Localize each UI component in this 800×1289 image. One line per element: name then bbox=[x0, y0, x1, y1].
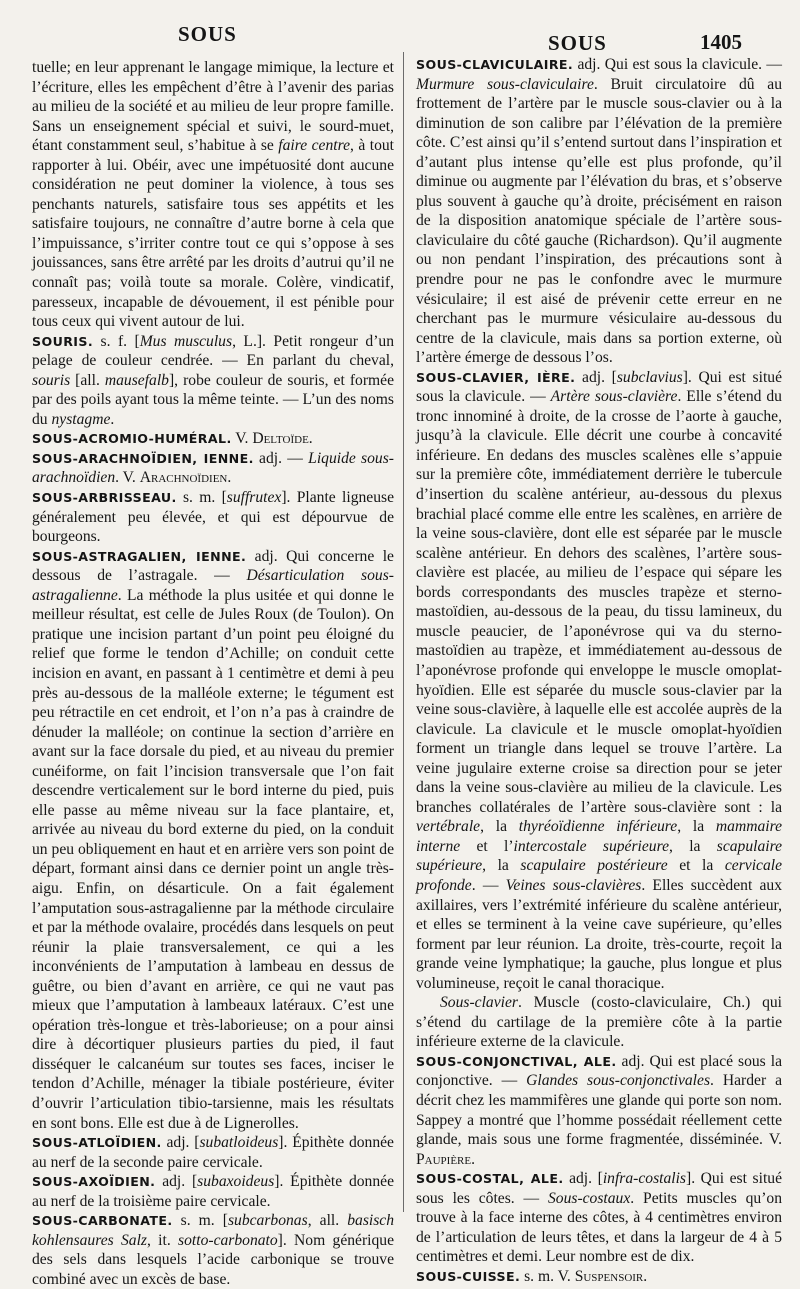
dictionary-entry bbox=[32, 332, 394, 430]
entry-headword: SOUS-ARACHNOÏDIEN, IENNE. bbox=[32, 450, 254, 466]
entry-headword: SOUS-CARBONATE. bbox=[32, 1213, 173, 1229]
entry-definition: adj. [subclavius]. Qui est situé sous la clavicule. — Artère sous-clavière. Elle s’étend du tronc innominé à droite, de la crosse de l’aorte à gauche, jusqu’à la clavicule. Elle décrit une courbe à concavité inférieure. En dedans des muscles scalènes elle s’appuie sur la première côte, immédiatement derrière le tubercule d’insertion du scalène antérieur, au-dessous du plexus brachial placé comme elle entre les scalènes, en arrière de la veine sous-clavière, dont elle est séparée par le muscle scalène antérieur. En dehors des scalènes, l’artère sous-clavière est placée, au milieu de l’espace qui sépare les bords correspondants des muscles trapèze et sterno-mastoïdien, au-dessous de la peau, du tissu lamineux, du muscle peaucier, de l’aponévrose qui va du sterno-mastoïdien au trapèze, et immédiatement au-dessous de l’aponévrose profonde qui enveloppe le muscle omoplat-hyoïdien. Elle est séparée du muscle sous-clavier par la veine sous-clavière, à laquelle elle est accolée auprès de la clavicule. La clavicule et le muscle omoplat-hyoïdien forment un triangle dans lequel se trouve l’artère. La veine jugulaire externe croise sa direction pour se jeter dans la veine sous-clavière au milieu de la clavicule. Les branches collatérales de l’artère sous-clavière sont : la vertébrale, la thyréoïdienne inférieure, la mammaire interne et l’intercostale supérieure, la scapulaire supérieure, la scapulaire postérieure et la cervicale profonde. — Veines sous-clavières. Elles succèdent aux axillaires, vers l’extrémité inférieure du scalène antérieur, et elles se terminent à la veine cave supérieure, qu’elles forment par leur réunion. La droite, très-courte, reçoit la grande veine lymphatique; la gauche, plus longue et plus volumineuse, reçoit le canal thoracique. bbox=[416, 368, 783, 992]
entry-headword: SOUS-CUISSE. bbox=[416, 1268, 521, 1284]
dictionary-entry bbox=[32, 1133, 394, 1172]
entry-definition: adj. [infra-costalis]. Qui est situé sous les côtes. — Sous-costaux. Petits muscles qu’on trouve à la face interne des côtes, à 4 centimètres environ de l’articulation de leurs têtes, et dans la largeur de 4 à 5 centimètres et demi. Leur nombre est de dix. bbox=[416, 1170, 782, 1266]
italic-term: faire centre bbox=[278, 137, 350, 155]
sub-entry bbox=[416, 993, 782, 1052]
entry-headword: SOURIS. bbox=[32, 333, 94, 349]
dictionary-entry bbox=[32, 1172, 394, 1211]
entry-definition: adj. Qui concerne le dessous de l’astragale. — Désarticulation sous-astragalienne. La méthode la plus usitée et qui donne le meilleur résultat, est celle de Jules Roux (de Toulon). On pratique une incision partant d’un point peu éloigné du relief que forme le tendon d’Achille; on conduit cette incision en avant, en passant à 1 centimètre et demi à peu près au-dessous de la malléole externe; le tégument est peu rétractile en cet endroit, et l’on n’a pas à craindre de dénuder la malléole; on continue la section d’arrière en avant sur la face dorsale du pied, et au niveau du premier cunéiforme, on fait l’incision transversale que l’on fait descendre verticalement sur le bord interne du pied, puis elle passe au même niveau sur la face plantaire, et, arrivée au niveau du bord externe du pied, on la conduit un peu obliquement en haut et en arrière vers son point de départ, formant ainsi dans ce dernier point un angle très-aigu. Enfin, on désarticule. On a fait également l’amputation sous-astragalienne par la méthode circulaire et par la méthode ovalaire, procédés dans lesquels on peut réunir la plaie transversalement, ce qui a les inconvénients de l’amputation à lambeau en dessus de guêtre, ou bien d’avant en arrière, ce qui ne vaut pas mieux que l’amputation à lambeaux latéraux. C’est une opération très-longue et très-laborieuse; on a pour ainsi dire à décortiquer plusieurs parties du pied, il faut disséquer le calcanéum sur toutes ses faces, inciser le tendon d’Achille, ménager la tibiale postérieure, éviter d’ouvrir l’articulation tibio-tarsienne, mais les résultats en sont bons. Elle est due à de Lignerolles. bbox=[32, 547, 394, 1132]
dictionary-entry bbox=[416, 1169, 782, 1267]
paragraph-text: tuelle; en leur apprenant le langage mimique, la lecture et l’écriture, elles les empêchent d’être à l’avenir des parias au milieu de la société et au milieu de leur propre famille. Sans un enseignement spécial et suivi, le sourd-muet, étant constamment seul, s’habitue à se bbox=[32, 59, 394, 155]
entry-definition: adj. Qui est placé sous la conjonctive. — Glandes sous-conjonctivales. Harder a décrit chez les mammifères une glande qui porte son nom. Sappey a montré que l’homme possédait réellement cette glande, mais sous une forme fragmentée, disséminée. V. Paupière. bbox=[416, 1052, 782, 1168]
entry-definition: Sous-clavier. Muscle (costo-claviculaire, Ch.) qui s’étend du cartilage de la première côte à la partie inférieure externe de la clavicule. bbox=[416, 994, 782, 1051]
dictionary-entry bbox=[416, 55, 782, 368]
entry-headword: SOUS-CLAVICULAIRE. bbox=[416, 57, 574, 72]
entry-definition: adj. [subatloideus]. Épithète donnée au nerf de la seconde paire cervicale. bbox=[32, 1134, 394, 1171]
column-divider bbox=[403, 52, 404, 1212]
entry-headword: SOUS-ACROMIO-HUMÉRAL. bbox=[32, 431, 232, 447]
entry-headword: SOUS-ATLOÏDIEN. bbox=[32, 1135, 162, 1151]
continued-paragraph bbox=[32, 58, 394, 332]
dictionary-entry bbox=[416, 1267, 782, 1287]
entry-definition: s. m. [subcarbonas, all. basisch kohlensaures Salz, it. sotto-carbonato]. Nom générique des sels dans lesquels l’acide carbonique se trouve combiné avec un excès de base. bbox=[32, 1212, 394, 1288]
entry-definition: adj. Qui est sous la clavicule. — Murmure sous-claviculaire. Bruit circulatoire dû au frottement de l’artère par le muscle sous-clavier ou à la diminution de son calibre par l’élévation de la première côte. C’est ainsi qu’il s’entend surtout dans l’inspiration et d’autant plus intense qu’elle est plus profonde, qu’il diminue ou augmente par l’élévation du bras, et s’observe plus souvent à gauche qu’à droite, précisément en raison de la disposition anatomique spéciale de l’artère sous-claviculaire du côté gauche (Richardson). Qu’il augmente ou non pendant l’inspiration, des précautions sont à prendre pour ne pas le confondre avec le murmure vésiculaire; il est aisé de prévenir cette erreur en ne cherchant pas le murmure vésiculaire au-dessous du centre de la clavicule, mais dans sa portion externe, où l’artère émerge de dessous l’os. bbox=[416, 56, 783, 367]
page-number: 1405 bbox=[700, 30, 742, 54]
entry-headword: SOUS-AXOÏDIEN. bbox=[32, 1174, 156, 1190]
entry-headword: SOUS-ASTRAGALIEN, IENNE. bbox=[32, 548, 247, 564]
entry-headword: SOUS-ARBRISSEAU. bbox=[32, 490, 177, 506]
right-column bbox=[416, 55, 782, 1286]
entry-definition: s. m. V. Suspensoir. bbox=[520, 1267, 648, 1285]
dictionary-entry bbox=[32, 547, 394, 1133]
entry-definition: adj. [subaxoideus]. Épithète donnée au nerf de la troisième paire cervicale. bbox=[32, 1173, 394, 1210]
entry-headword: SOUS-COSTAL, ALE. bbox=[416, 1171, 564, 1187]
entry-headword: SOUS-CONJONCTIVAL, ALE. bbox=[416, 1053, 617, 1069]
paragraph-text: , à tout rapporter à lui. Obéir, avec une impétuosité dont aucune considération ne peut dominer la violence, à tous ses penchants naturels, satisfaire tous ses appétits et les satisfaire toujours, ne connaître d’autre borne à cela que l’impuissance, s’irriter contre tout ce qui s’oppose à ses jouissances, sans être arrêté par les droits d’autrui qu’il ne connaît pas; voilà toute sa morale. Colère, vindicatif, paresseux, incapable de dévouement, il est pénible pour tous ceux qui vivent autour de lui. bbox=[32, 137, 394, 331]
entry-definition: V. Deltoïde. bbox=[231, 430, 313, 448]
dictionary-entry bbox=[32, 449, 394, 488]
entry-definition: s. m. [suffrutex]. Plante ligneuse généralement peu élevée, et qui est dépourvue de bourgeons. bbox=[32, 489, 394, 546]
running-head-left: SOUS bbox=[178, 22, 237, 46]
running-head-right: SOUS bbox=[548, 31, 607, 55]
entry-definition: s. f. [Mus musculus, L.]. Petit rongeur d’un pelage de couleur cendrée. — En parlant du cheval, souris [all. mausefalb], robe couleur de souris, et formée par des poils ayant tous la même teinte. — L’un des noms du nystagme. bbox=[32, 332, 394, 428]
dictionary-entry bbox=[32, 488, 394, 547]
dictionary-entry bbox=[416, 368, 782, 994]
dictionary-entry bbox=[416, 1052, 782, 1169]
entry-headword: SOUS-CLAVIER, IÈRE. bbox=[416, 369, 576, 385]
entry-definition: adj. — Liquide sous-arachnoïdien. V. Arachnoïdien. bbox=[32, 449, 394, 487]
dictionary-entry bbox=[32, 429, 394, 449]
left-column bbox=[32, 58, 394, 1289]
